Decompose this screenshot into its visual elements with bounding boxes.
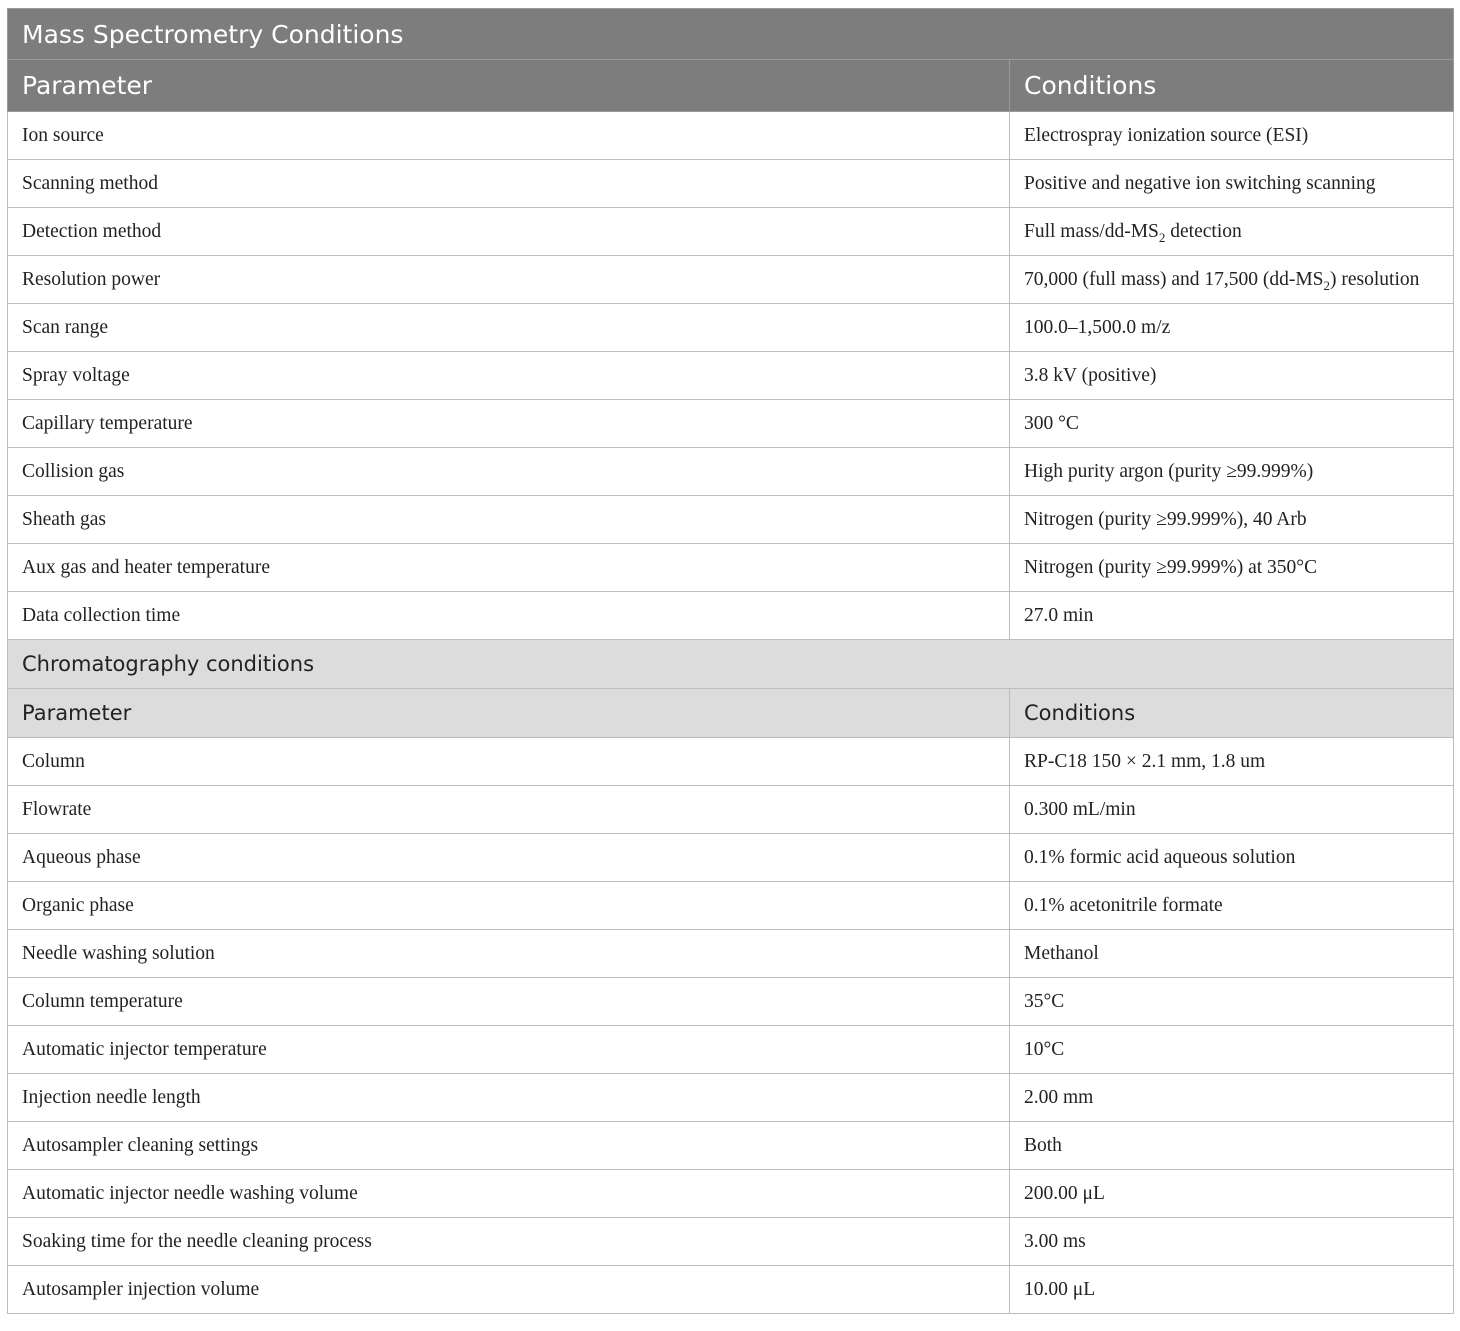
parameter-cell: Needle washing solution <box>8 930 1010 978</box>
parameter-cell: Aqueous phase <box>8 834 1010 882</box>
ms-header-parameter: Parameter <box>8 60 1010 112</box>
table-row <box>8 978 1454 1026</box>
parameter-cell: Automatic injector temperature <box>8 1026 1010 1074</box>
parameter-cell: Automatic injector needle washing volume <box>8 1170 1010 1218</box>
condition-cell: 100.0–1,500.0 m/z <box>1010 304 1454 352</box>
condition-cell: 3.8 kV (positive) <box>1010 352 1454 400</box>
parameter-cell: Aux gas and heater temperature <box>8 544 1010 592</box>
table-row <box>8 738 1454 786</box>
parameter-cell: Detection method <box>8 208 1010 256</box>
condition-cell: 2.00 mm <box>1010 1074 1454 1122</box>
table-row <box>8 400 1454 448</box>
parameter-cell: Column temperature <box>8 978 1010 1026</box>
table-row <box>8 1074 1454 1122</box>
parameter-cell: Data collection time <box>8 592 1010 640</box>
table-row <box>8 112 1454 160</box>
condition-cell <box>1010 208 1454 256</box>
table-row <box>8 1218 1454 1266</box>
subscript-text: 2 <box>1323 277 1331 293</box>
condition-cell: 0.300 mL/min <box>1010 786 1454 834</box>
condition-cell: Methanol <box>1010 930 1454 978</box>
table-row <box>8 882 1454 930</box>
table-row <box>8 544 1454 592</box>
condition-cell: 200.00 μL <box>1010 1170 1454 1218</box>
parameter-cell: Scanning method <box>8 160 1010 208</box>
ms-section-title-row <box>8 9 1454 60</box>
conditions-table <box>7 8 1454 1314</box>
condition-cell: 0.1% acetonitrile formate <box>1010 882 1454 930</box>
condition-text: detection <box>1165 220 1242 242</box>
condition-cell: 10.00 μL <box>1010 1266 1454 1314</box>
ms-header-conditions: Conditions <box>1010 60 1454 112</box>
condition-text: 70,000 (full mass) and 17,500 (dd-MS <box>1024 268 1324 290</box>
condition-cell: 27.0 min <box>1010 592 1454 640</box>
condition-cell: 300 °C <box>1010 400 1454 448</box>
parameter-cell: Autosampler injection volume <box>8 1266 1010 1314</box>
parameter-cell: Organic phase <box>8 882 1010 930</box>
condition-cell <box>1010 256 1454 304</box>
table-row <box>8 1122 1454 1170</box>
table-row <box>8 1026 1454 1074</box>
table-row <box>8 256 1454 304</box>
parameter-cell: Resolution power <box>8 256 1010 304</box>
condition-cell: Positive and negative ion switching scanning <box>1010 160 1454 208</box>
condition-cell: 35°C <box>1010 978 1454 1026</box>
table-row <box>8 834 1454 882</box>
condition-cell: 0.1% formic acid aqueous solution <box>1010 834 1454 882</box>
table-row <box>8 160 1454 208</box>
parameter-cell: Column <box>8 738 1010 786</box>
table-row <box>8 496 1454 544</box>
ms-section-title: Mass Spectrometry Conditions <box>8 9 1454 60</box>
chrom-section-title-row <box>8 640 1454 689</box>
condition-cell: Nitrogen (purity ≥99.999%), 40 Arb <box>1010 496 1454 544</box>
parameter-cell: Autosampler cleaning settings <box>8 1122 1010 1170</box>
condition-text: ) resolution <box>1330 268 1420 290</box>
table-row <box>8 304 1454 352</box>
parameter-cell: Injection needle length <box>8 1074 1010 1122</box>
chrom-section-title: Chromatography conditions <box>8 640 1454 689</box>
parameter-cell: Sheath gas <box>8 496 1010 544</box>
table-row <box>8 208 1454 256</box>
parameter-cell: Spray voltage <box>8 352 1010 400</box>
table-row <box>8 786 1454 834</box>
condition-cell: Nitrogen (purity ≥99.999%) at 350°C <box>1010 544 1454 592</box>
parameter-cell: Flowrate <box>8 786 1010 834</box>
chrom-header-conditions: Conditions <box>1010 689 1454 738</box>
table-row <box>8 352 1454 400</box>
condition-text: Full mass/dd-MS <box>1024 220 1159 242</box>
subscript-text: 2 <box>1158 229 1166 245</box>
table-row <box>8 930 1454 978</box>
condition-cell: RP-C18 150 × 2.1 mm, 1.8 um <box>1010 738 1454 786</box>
condition-cell: 10°C <box>1010 1026 1454 1074</box>
chrom-header-row <box>8 689 1454 738</box>
condition-cell: Electrospray ionization source (ESI) <box>1010 112 1454 160</box>
ms-header-row <box>8 60 1454 112</box>
parameter-cell: Capillary temperature <box>8 400 1010 448</box>
table-row <box>8 1266 1454 1314</box>
chrom-header-parameter: Parameter <box>8 689 1010 738</box>
table-row <box>8 448 1454 496</box>
parameter-cell: Scan range <box>8 304 1010 352</box>
condition-cell: Both <box>1010 1122 1454 1170</box>
parameter-cell: Soaking time for the needle cleaning process <box>8 1218 1010 1266</box>
table-row <box>8 592 1454 640</box>
condition-cell: 3.00 ms <box>1010 1218 1454 1266</box>
parameter-cell: Collision gas <box>8 448 1010 496</box>
condition-cell: High purity argon (purity ≥99.999%) <box>1010 448 1454 496</box>
table-row <box>8 1170 1454 1218</box>
parameter-cell: Ion source <box>8 112 1010 160</box>
